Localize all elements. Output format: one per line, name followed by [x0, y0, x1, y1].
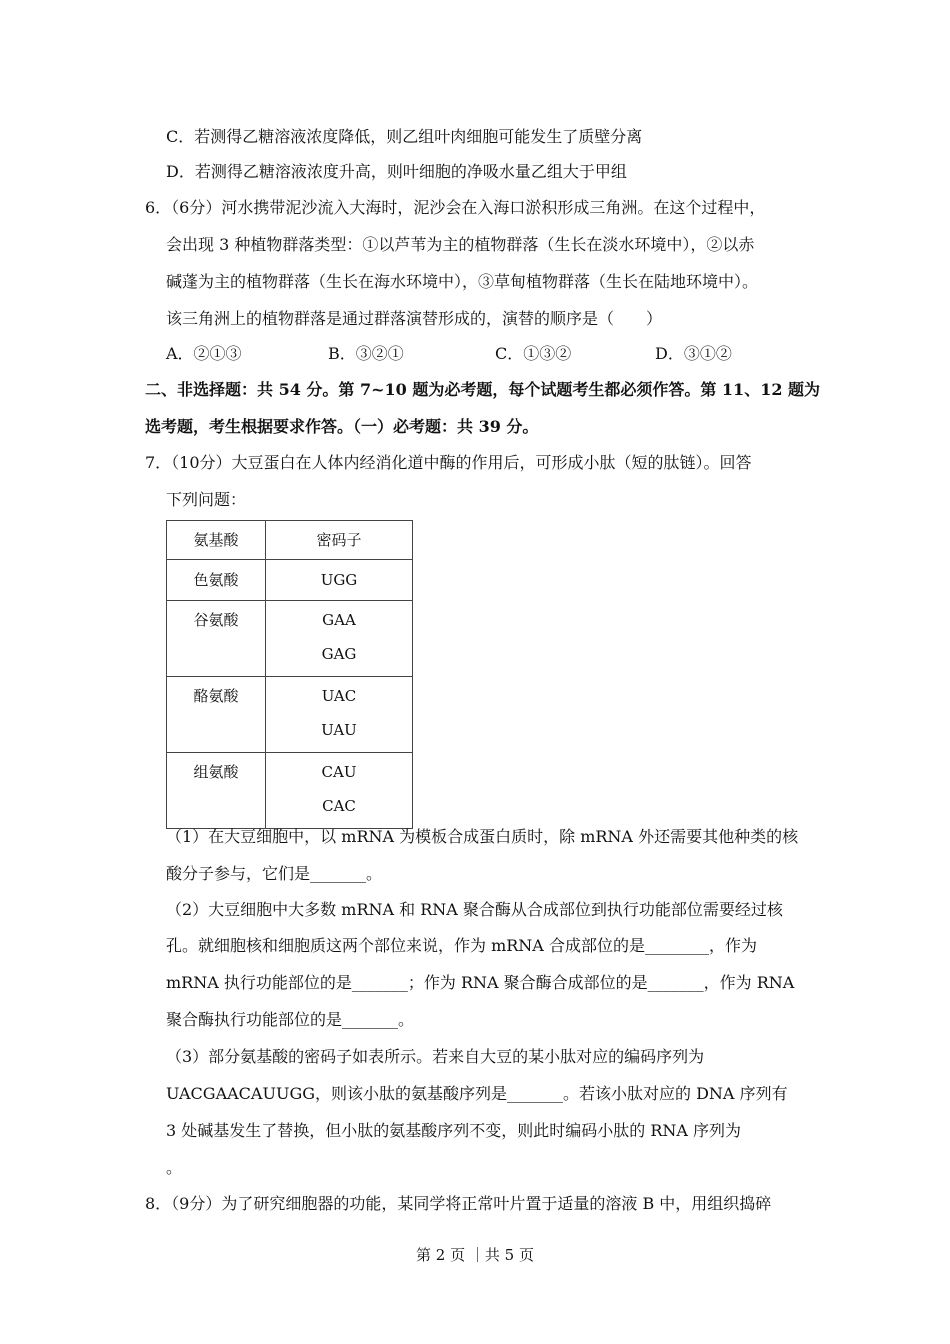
q5-option-d: D．若测得乙糖溶液浓度升高，则叶细胞的净吸水量乙组大于甲组: [166, 162, 627, 181]
table-row: [167, 560, 413, 601]
codon-cell: [266, 753, 413, 829]
amino-acid-cell: 色氨酸: [167, 560, 266, 601]
q6-option-c: C．①③②: [495, 344, 572, 363]
table-row: [167, 753, 413, 829]
q5-option-c: C．若测得乙糖溶液浓度降低，则乙组叶肉细胞可能发生了质壁分离: [166, 127, 643, 146]
codon-cell: [266, 601, 413, 677]
q6-option-d: D．③①②: [655, 344, 732, 363]
codon-value: UAC: [321, 687, 357, 705]
q7-part1-line-1: （1）在大豆细胞中，以 mRNA 为模板合成蛋白质时，除 mRNA 外还需要其他种类的核: [166, 827, 799, 846]
codon-value: GAA: [322, 611, 356, 629]
q7-part2-line-3: mRNA 执行功能部位的是_______；作为 RNA 聚合酶合成部位的是_______，作为 RNA: [166, 973, 795, 992]
q7-intro-line-2: 下列问题：: [166, 490, 247, 509]
q6-option-b: B．③②①: [328, 344, 404, 363]
q7-part2-line-2: 孔。就细胞核和细胞质这两个部位来说，作为 mRNA 合成部位的是________，作为: [166, 936, 757, 955]
q7-part3-line-1: （3）部分氨基酸的密码子如表所示。若来自大豆的某小肽对应的编码序列为: [166, 1047, 705, 1066]
q6-line-4: 该三角洲上的植物群落是通过群落演替形成的，演替的顺序是（ ）: [166, 309, 663, 328]
codon-value: GAG: [321, 645, 357, 663]
table-row: [167, 677, 413, 753]
q7-part3-line-2: UACGAACAUUGG，则该小肽的氨基酸序列是_______。若该小肽对应的 DNA 序列有: [166, 1084, 788, 1103]
table-row: [167, 601, 413, 677]
q7-part1-line-2: 酸分子参与，它们是_______。: [166, 864, 383, 883]
table-header-amino-acid: 氨基酸: [167, 521, 266, 560]
q7-part3-line-3: 3 处碱基发生了替换，但小肽的氨基酸序列不变，则此时编码小肽的 RNA 序列为: [166, 1121, 742, 1140]
q6-option-a: A．②①③: [166, 344, 242, 363]
q7-part2-line-4: 聚合酶执行功能部位的是_______。: [166, 1010, 415, 1029]
table-header-codon: 密码子: [266, 521, 413, 560]
codon-value: CAC: [322, 797, 356, 815]
q7-part3-line-4: 。: [166, 1158, 183, 1177]
table-header-row: [167, 521, 413, 560]
amino-acid-cell: 酪氨酸: [167, 677, 266, 753]
section2-heading-line-2: 选考题，考生根据要求作答。（一）必考题：共 39 分。: [145, 417, 539, 436]
section2-heading-line-1: 二、非选择题：共 54 分。第 7~10 题为必考题，每个试题考生都必须作答。第 11、12 题为: [145, 380, 821, 399]
q7-intro-line-1: 7．（10分）大豆蛋白在人体内经消化道中酶的作用后，可形成小肽（短的肽链）。回答: [145, 453, 752, 472]
q8-line-1: 8．（9分）为了研究细胞器的功能，某同学将正常叶片置于适量的溶液 B 中，用组织捣碎: [145, 1194, 772, 1213]
codon-cell: [266, 677, 413, 753]
codon-value: UAU: [321, 721, 357, 739]
codon-cell: UGG: [266, 560, 413, 601]
q6-line-3: 碱蓬为主的植物群落（生长在海水环境中），③草甸植物群落（生长在陆地环境中）。: [166, 272, 759, 291]
page-footer: 第 2 页 ｜共 5 页: [416, 1246, 534, 1264]
q7-part2-line-1: （2）大豆细胞中大多数 mRNA 和 RNA 聚合酶从合成部位到执行功能部位需要经过核: [166, 900, 783, 919]
codon-table: [166, 520, 413, 829]
amino-acid-cell: 谷氨酸: [167, 601, 266, 677]
codon-value: CAU: [321, 763, 357, 781]
q6-line-2: 会出现 3 种植物群落类型：①以芦苇为主的植物群落（生长在淡水环境中），②以赤: [166, 235, 755, 254]
q6-line-1: 6．（6分）河水携带泥沙流入大海时，泥沙会在入海口淤积形成三角洲。在这个过程中，: [145, 198, 766, 217]
amino-acid-cell: 组氨酸: [167, 753, 266, 829]
